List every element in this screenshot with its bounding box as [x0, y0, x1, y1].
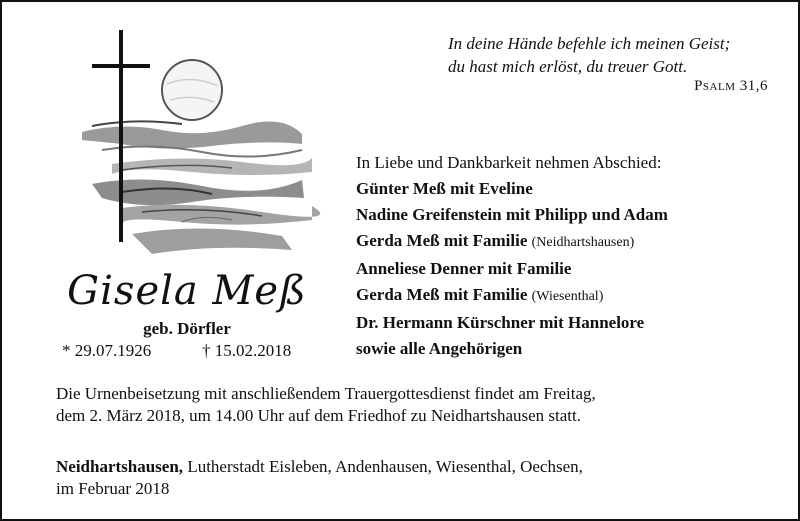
landscape-moon-illustration [62, 22, 332, 272]
deceased-name: Gisela Meß [67, 268, 307, 314]
mourner-row [356, 176, 786, 202]
place-town: Neidhartshausen, [56, 457, 184, 476]
mourner-row [356, 202, 786, 228]
birth-date: * 29.07.1926 [62, 341, 152, 360]
mourner-row [356, 310, 786, 336]
mourner-name: sowie alle Angehörigen [356, 339, 523, 358]
places-and-date [56, 456, 776, 500]
mourner-name: Gerda Meß mit Familie [356, 231, 528, 250]
verse-line-2: du hast mich erlöst, du treuer Gott. [448, 57, 688, 76]
birth-name: geb. Dörfler [143, 319, 231, 338]
places-line [56, 456, 776, 478]
mourner-name: Gerda Meß mit Familie [356, 285, 528, 304]
service-line-2: dem 2. März 2018, um 14.00 Uhr auf dem Friedhof zu Neidhartshausen statt. [56, 406, 581, 425]
mourners-list [356, 150, 786, 362]
death-date: † 15.02.2018 [202, 341, 292, 360]
service-announcement [56, 383, 776, 427]
mourner-row [356, 336, 786, 362]
mourner-name: Anneliese Denner mit Familie [356, 259, 572, 278]
bible-verse [448, 32, 778, 78]
place-others: Lutherstadt Eisleben, Andenhausen, Wiesenthal, Oechsen, [183, 457, 583, 476]
notice-date: im Februar 2018 [56, 479, 170, 498]
mourner-row [356, 256, 786, 282]
moon-icon [162, 60, 222, 120]
verse-line-1: In deine Hände befehle ich meinen Geist; [448, 34, 731, 53]
mourner-place: (Neidhartshausen) [531, 235, 635, 250]
mourner-name: Günter Meß mit Eveline [356, 179, 533, 198]
mourner-row [356, 282, 786, 310]
verse-reference: Psalm 31,6 [694, 78, 768, 94]
mourner-row [356, 228, 786, 256]
landscape-sketch [82, 121, 320, 254]
mourner-name: Dr. Hermann Kürschner mit Hannelore [356, 313, 645, 332]
mourners-intro: In Liebe und Dankbarkeit nehmen Abschied: [356, 153, 662, 172]
mourner-place: (Wiesenthal) [531, 289, 604, 304]
mourner-name: Nadine Greifenstein mit Philipp und Adam [356, 205, 668, 224]
service-line-1: Die Urnenbeisetzung mit anschließendem Trauergottesdienst findet am Freitag, [56, 384, 596, 403]
